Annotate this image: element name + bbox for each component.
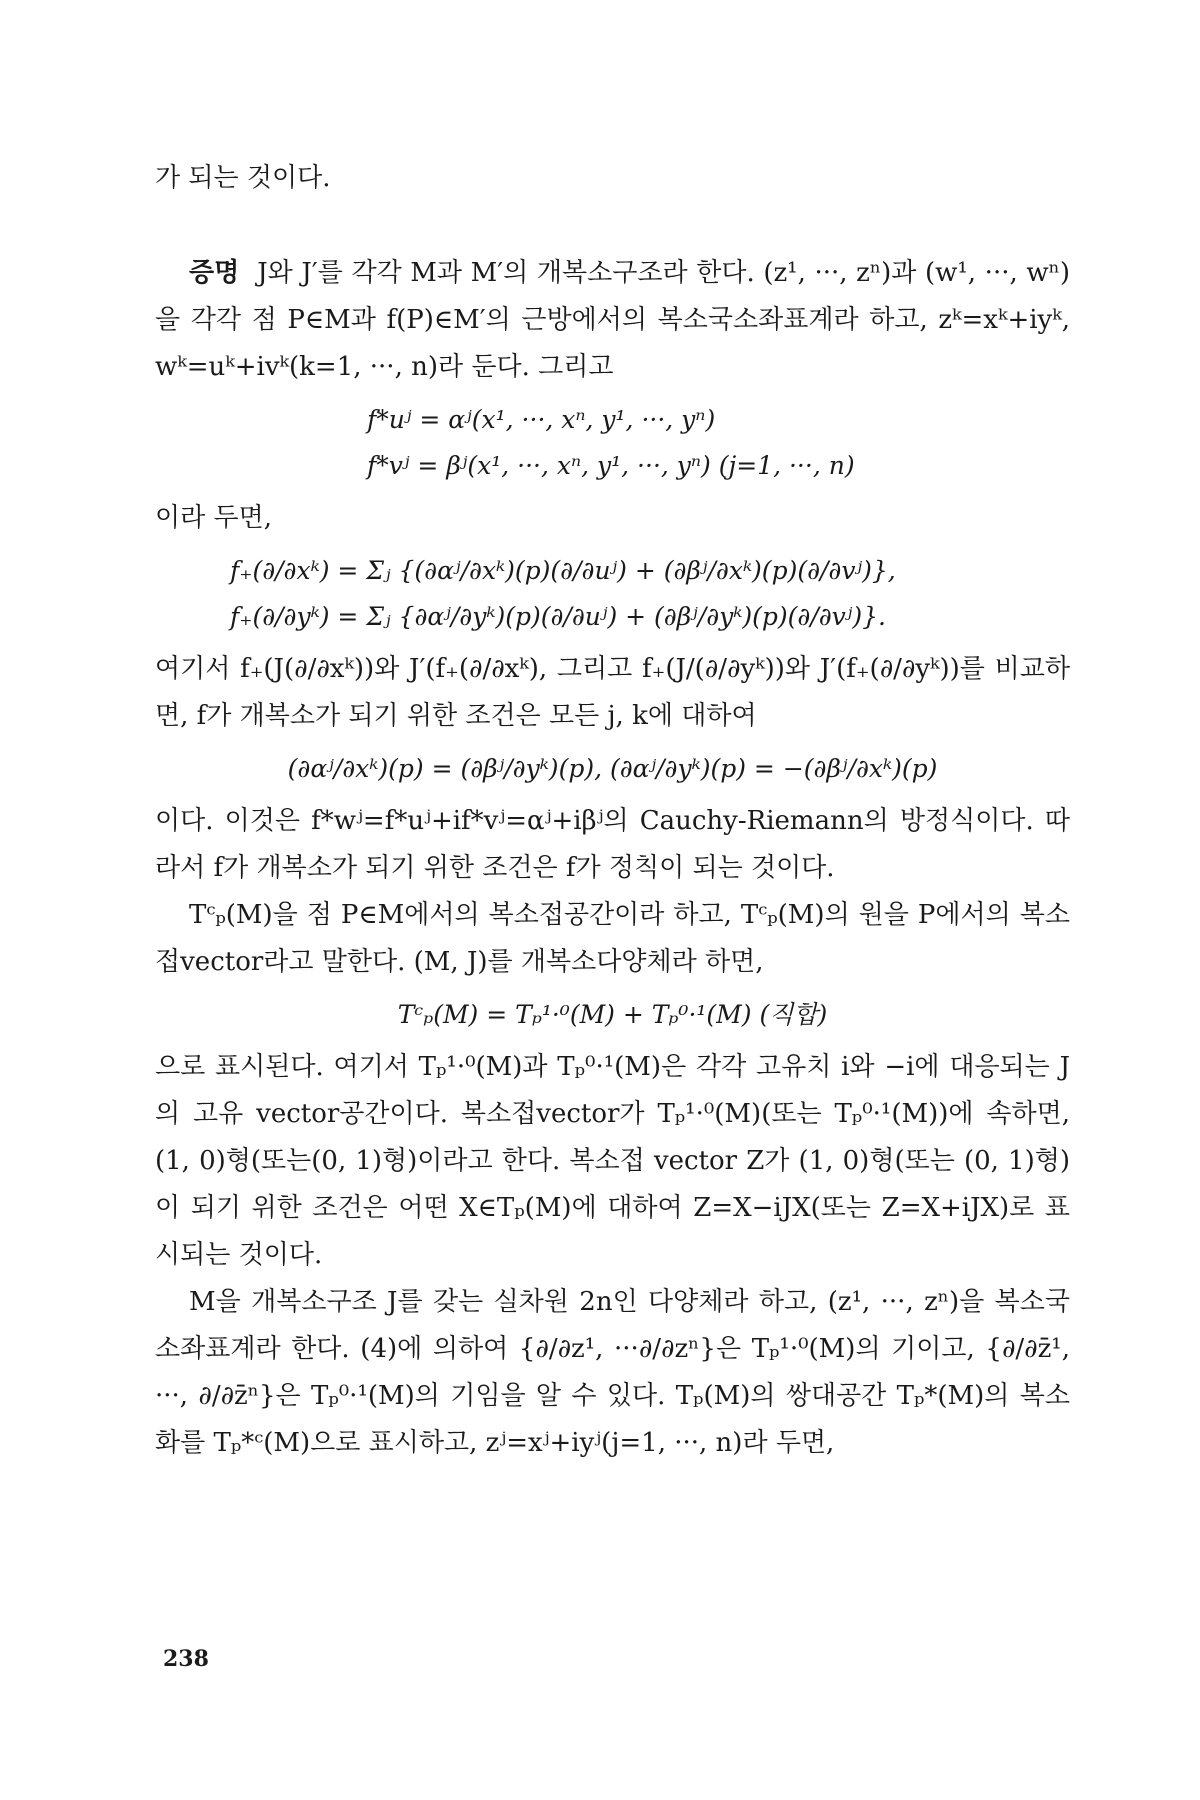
equation-line: f₊(∂/∂yᵏ) = Σⱼ {∂αʲ/∂yᵏ)(p)(∂/∂uʲ) + (∂βʲ/∂yᵏ)(p)(∂/∂vʲ)}. — [230, 602, 887, 631]
proof-text: J와 J′를 각각 M과 M′의 개복소구조라 한다. (z¹, ···, zⁿ)과 (w¹, ···, wⁿ)을 각각 점 P∈M과 f(P)∈M′의 근방에서의 복소국소좌표계라 하고, zᵏ=xᵏ+iyᵏ, wᵏ=uᵏ+ivᵏ(k=1, ···, n)라 둔다. 그리고 — [155, 258, 1070, 382]
equation-line: f₊(∂/∂xᵏ) = Σⱼ {(∂αʲ/∂xᵏ)(p)(∂/∂uʲ) + (∂βʲ/∂xᵏ)(p)(∂/∂vʲ)}, — [230, 556, 896, 585]
equation-line: f*vʲ = βʲ(x¹, ···, xⁿ, y¹, ···, yⁿ) (j=1, ···, n) — [367, 451, 855, 480]
paragraph-basis: M을 개복소구조 J를 갖는 실차원 2n인 다양체라 하고, (z¹, ···, zⁿ)을 복소국소좌표계라 한다. (4)에 의하여 {∂/∂z¹, ···∂/∂zⁿ}은 Tₚ¹·⁰(M)의 기이고, {∂/∂z̄¹, ···, ∂/∂z̄ⁿ}은 Tₚ⁰·¹(M)의 기임을 알 수 있다. Tₚ(M)의 쌍대공간 Tₚ*(M)의 복소화를 Tₚ*ᶜ(M)으로 표시하고, zʲ=xʲ+iyʲ(j=1, ···, n)라 두면, — [155, 1287, 1070, 1458]
equation-direct-sum — [155, 992, 1070, 1038]
paragraph-types: 으로 표시된다. 여기서 Tₚ¹·⁰(M)과 Tₚ⁰·¹(M)은 각각 고유치 i와 −i에 대응되는 J의 고유 vector공간이다. 복소접vector가 Tₚ¹·⁰(M)(또는 Tₚ⁰·¹(M))에 속하면, (1, 0)형(또는(0, 1)형)이라고 한다. 복소접 vector Z가 (1, 0)형(또는 (0, 1)형)이 되기 위한 조건은 어떤 X∈Tₚ(M)에 대하여 Z=X−iJX(또는 Z=X+iJX)로 표시되는 것이다. — [155, 1052, 1070, 1270]
paragraph-then: 이라 두면, — [155, 503, 272, 533]
paragraph-intro: 가 되는 것이다. — [155, 163, 331, 193]
equation-cauchy-riemann — [155, 746, 1070, 792]
paragraph-compare: 여기서 f₊(J(∂/∂xᵏ))와 J′(f₊(∂/∂xᵏ), 그리고 f₊(J/(∂/∂yᵏ))와 J′(f₊(∂/∂yᵏ))를 비교하면, f가 개복소가 되기 위한 조건은 모든 j, k에 대하여 — [155, 654, 1070, 731]
paragraph-holomorphic: 이다. 이것은 f*wʲ=f*uʲ+if*vʲ=αʲ+iβʲ의 Cauchy-Riemann의 방정식이다. 따라서 f가 개복소가 되기 위한 조건은 f가 정칙이 되는 것이다. — [155, 806, 1070, 883]
proof-label: 증명 — [189, 258, 240, 288]
equation-pushforward — [155, 548, 1070, 640]
equation-pullback — [155, 397, 1070, 489]
paragraph-tangent-space: Tᶜₚ(M)을 점 P∈M에서의 복소접공간이라 하고, Tᶜₚ(M)의 원을 P에서의 복소접vector라고 말한다. (M, J)를 개복소다양체라 하면, — [155, 900, 1070, 977]
equation-line: f*uʲ = αʲ(x¹, ···, xⁿ, y¹, ···, yⁿ) — [367, 405, 716, 434]
equation-line: (∂αʲ/∂xᵏ)(p) = (∂βʲ/∂yᵏ)(p), (∂αʲ/∂yᵏ)(p) = −(∂βʲ/∂xᵏ)(p) — [287, 754, 938, 783]
paragraph-proof — [155, 250, 1070, 391]
page-number: 238 — [163, 1646, 209, 1672]
equation-line: Tᶜₚ(M) = Tₚ¹·⁰(M) + Tₚ⁰·¹(M) (직합) — [397, 1000, 828, 1029]
